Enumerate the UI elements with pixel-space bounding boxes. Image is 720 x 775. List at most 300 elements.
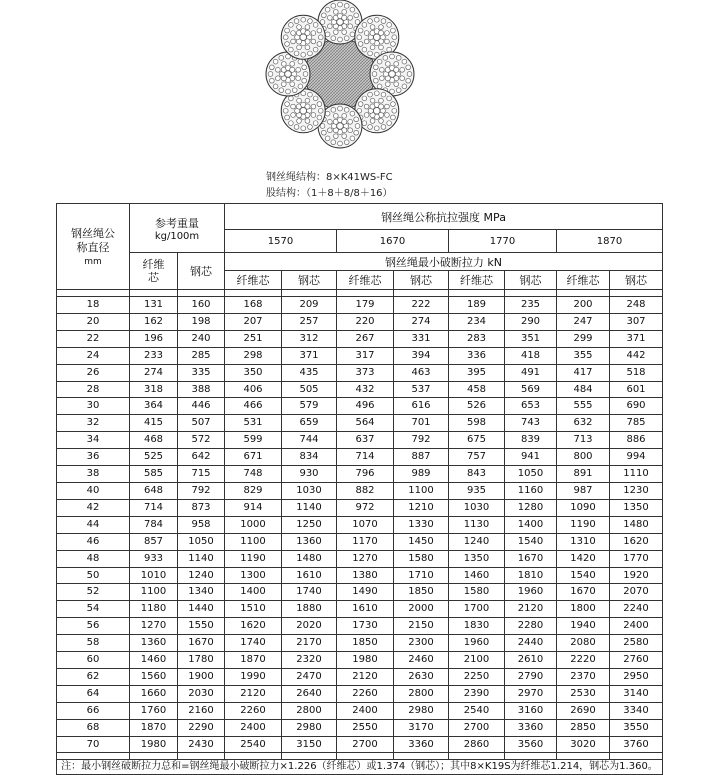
value-cell: 914 (225, 499, 282, 516)
value-cell: 632 (557, 415, 610, 432)
value-cell: 1440 (178, 601, 225, 618)
value-cell: 2760 (610, 652, 663, 669)
value-cell: 2000 (394, 601, 449, 618)
value-cell: 200 (557, 297, 610, 314)
value-cell: 1740 (225, 635, 282, 652)
diameter-cell: 66 (57, 702, 130, 719)
value-cell: 2950 (610, 668, 663, 685)
table-row (57, 516, 663, 533)
value-cell: 598 (449, 415, 505, 432)
value-cell: 3360 (394, 736, 449, 753)
value-cell: 1920 (610, 567, 663, 584)
value-cell: 2980 (282, 719, 337, 736)
value-cell: 2400 (225, 719, 282, 736)
table-row (57, 584, 663, 601)
value-cell: 1100 (394, 482, 449, 499)
value-cell: 2610 (505, 652, 557, 669)
value-cell: 2640 (282, 685, 337, 702)
value-cell: 2290 (178, 719, 225, 736)
value-cell: 2030 (178, 685, 225, 702)
value-cell: 2020 (282, 618, 337, 635)
value-cell: 1580 (449, 584, 505, 601)
value-cell: 1610 (282, 567, 337, 584)
diameter-cell: 20 (57, 313, 130, 330)
value-cell: 1030 (449, 499, 505, 516)
value-cell: 285 (178, 347, 225, 364)
diameter-cell: 52 (57, 584, 130, 601)
value-cell: 1780 (178, 652, 225, 669)
value-cell: 248 (610, 297, 663, 314)
value-cell: 274 (130, 364, 178, 381)
force-fiber-core-header: 纤维芯 (225, 271, 282, 290)
value-cell: 564 (337, 415, 394, 432)
value-cell: 1130 (449, 516, 505, 533)
value-cell: 2250 (449, 668, 505, 685)
value-cell: 2260 (337, 685, 394, 702)
breaking-force-header: 钢丝绳最小破断拉力 kN (225, 253, 663, 271)
table-row (57, 482, 663, 499)
value-cell: 1760 (130, 702, 178, 719)
diameter-label: 钢丝绳公称直径 (71, 226, 115, 254)
value-cell: 351 (505, 330, 557, 347)
value-cell: 160 (178, 297, 225, 314)
value-cell: 1870 (130, 719, 178, 736)
value-cell: 843 (449, 466, 505, 483)
value-cell: 290 (505, 313, 557, 330)
value-cell: 671 (225, 449, 282, 466)
value-cell: 1140 (178, 550, 225, 567)
value-cell: 972 (337, 499, 394, 516)
value-cell: 1560 (130, 668, 178, 685)
grade-1770: 1770 (449, 230, 557, 253)
value-cell: 331 (394, 330, 449, 347)
table-row (57, 652, 663, 669)
value-cell: 585 (130, 466, 178, 483)
value-cell: 1170 (337, 533, 394, 550)
value-cell: 1450 (394, 533, 449, 550)
table-row (57, 449, 663, 466)
value-cell: 336 (449, 347, 505, 364)
value-cell: 3150 (282, 736, 337, 753)
value-cell: 371 (610, 330, 663, 347)
diameter-cell: 68 (57, 719, 130, 736)
value-cell: 233 (130, 347, 178, 364)
value-cell: 675 (449, 432, 505, 449)
value-cell: 2160 (178, 702, 225, 719)
value-cell: 395 (449, 364, 505, 381)
value-cell: 887 (394, 449, 449, 466)
diameter-cell: 38 (57, 466, 130, 483)
value-cell: 2550 (337, 719, 394, 736)
value-cell: 458 (449, 381, 505, 398)
table-row (57, 347, 663, 364)
value-cell: 2850 (557, 719, 610, 736)
value-cell: 3340 (610, 702, 663, 719)
diameter-cell: 30 (57, 398, 130, 415)
strand-structure-caption: 股结构：（1＋8＋8/8＋16） (266, 188, 393, 199)
value-cell: 2470 (282, 668, 337, 685)
value-cell: 1850 (394, 584, 449, 601)
value-cell: 299 (557, 330, 610, 347)
value-cell: 283 (449, 330, 505, 347)
value-cell: 318 (130, 381, 178, 398)
value-cell: 394 (394, 347, 449, 364)
force-steel-core-header: 钢芯 (282, 271, 337, 290)
value-cell: 1510 (225, 601, 282, 618)
value-cell: 2170 (282, 635, 337, 652)
value-cell: 792 (394, 432, 449, 449)
value-cell: 1980 (337, 652, 394, 669)
value-cell: 744 (282, 432, 337, 449)
value-cell: 463 (394, 364, 449, 381)
value-cell: 526 (449, 398, 505, 415)
value-cell: 1270 (130, 618, 178, 635)
weight-steel-core-header: 钢芯 (178, 253, 225, 290)
value-cell: 2690 (557, 702, 610, 719)
value-cell: 1090 (557, 499, 610, 516)
value-cell: 1670 (505, 550, 557, 567)
value-cell: 601 (610, 381, 663, 398)
value-cell: 1900 (178, 668, 225, 685)
value-cell: 1880 (282, 601, 337, 618)
value-cell: 1360 (282, 533, 337, 550)
value-cell: 446 (178, 398, 225, 415)
value-cell: 1030 (282, 482, 337, 499)
value-cell: 435 (282, 364, 337, 381)
value-cell: 1250 (282, 516, 337, 533)
value-cell: 1240 (449, 533, 505, 550)
value-cell: 1980 (130, 736, 178, 753)
value-cell: 198 (178, 313, 225, 330)
value-cell: 1140 (282, 499, 337, 516)
value-cell: 748 (225, 466, 282, 483)
diameter-cell: 40 (57, 482, 130, 499)
table-row (57, 499, 663, 516)
diameter-cell: 44 (57, 516, 130, 533)
diameter-header (57, 204, 130, 290)
value-cell: 714 (130, 499, 178, 516)
value-cell: 131 (130, 297, 178, 314)
table-row (57, 415, 663, 432)
value-cell: 555 (557, 398, 610, 415)
value-cell: 2320 (282, 652, 337, 669)
value-cell: 569 (505, 381, 557, 398)
table-row (57, 313, 663, 330)
value-cell: 1340 (178, 584, 225, 601)
value-cell: 653 (505, 398, 557, 415)
fiber-core-label: 纤维芯 (142, 258, 165, 284)
value-cell: 2400 (337, 702, 394, 719)
value-cell: 525 (130, 449, 178, 466)
value-cell: 2460 (394, 652, 449, 669)
value-cell: 1190 (557, 516, 610, 533)
value-cell: 1940 (557, 618, 610, 635)
value-cell: 240 (178, 330, 225, 347)
value-cell: 1810 (505, 567, 557, 584)
value-cell: 505 (282, 381, 337, 398)
value-cell: 1850 (337, 635, 394, 652)
value-cell: 267 (337, 330, 394, 347)
value-cell: 1700 (449, 601, 505, 618)
force-steel-core-header: 钢芯 (505, 271, 557, 290)
diameter-cell: 24 (57, 347, 130, 364)
value-cell: 3020 (557, 736, 610, 753)
value-cell: 247 (557, 313, 610, 330)
value-cell: 168 (225, 297, 282, 314)
table-row (57, 635, 663, 652)
diameter-cell: 60 (57, 652, 130, 669)
value-cell: 1610 (337, 601, 394, 618)
value-cell: 2790 (505, 668, 557, 685)
value-cell: 2260 (225, 702, 282, 719)
value-cell: 1770 (610, 550, 663, 567)
force-steel-core-header: 钢芯 (394, 271, 449, 290)
value-cell: 1100 (130, 584, 178, 601)
weight-label: 参考重量 (155, 216, 199, 230)
diameter-cell: 54 (57, 601, 130, 618)
value-cell: 220 (337, 313, 394, 330)
value-cell: 491 (505, 364, 557, 381)
diameter-cell: 26 (57, 364, 130, 381)
table-row (57, 432, 663, 449)
value-cell: 1580 (394, 550, 449, 567)
value-cell: 2540 (449, 702, 505, 719)
table-note: 注：最小钢丝破断拉力总和=钢丝绳最小破断拉力×1.226（纤维芯）或1.374（钢芯）；其中8×K19S为纤维芯1.214，钢芯为1.360。 (57, 760, 663, 775)
value-cell: 307 (610, 313, 663, 330)
value-cell: 701 (394, 415, 449, 432)
value-cell: 2100 (449, 652, 505, 669)
table-row (57, 364, 663, 381)
grade-1570: 1570 (225, 230, 337, 253)
value-cell: 418 (505, 347, 557, 364)
value-cell: 1990 (225, 668, 282, 685)
value-cell: 496 (337, 398, 394, 415)
value-cell: 2630 (394, 668, 449, 685)
value-cell: 2430 (178, 736, 225, 753)
value-cell: 989 (394, 466, 449, 483)
value-cell: 2700 (449, 719, 505, 736)
force-fiber-core-header: 纤维芯 (337, 271, 394, 290)
value-cell: 648 (130, 482, 178, 499)
value-cell: 642 (178, 449, 225, 466)
value-cell: 234 (449, 313, 505, 330)
diameter-cell: 28 (57, 381, 130, 398)
value-cell: 1870 (225, 652, 282, 669)
value-cell: 933 (130, 550, 178, 567)
value-cell: 2530 (557, 685, 610, 702)
value-cell: 1960 (449, 635, 505, 652)
value-cell: 2300 (394, 635, 449, 652)
value-cell: 1620 (225, 618, 282, 635)
diameter-cell: 22 (57, 330, 130, 347)
value-cell: 1160 (505, 482, 557, 499)
value-cell: 857 (130, 533, 178, 550)
value-cell: 1420 (557, 550, 610, 567)
diameter-cell: 48 (57, 550, 130, 567)
diameter-cell: 36 (57, 449, 130, 466)
value-cell: 531 (225, 415, 282, 432)
table-row (57, 567, 663, 584)
value-cell: 2970 (505, 685, 557, 702)
value-cell: 572 (178, 432, 225, 449)
table-row (57, 330, 663, 347)
value-cell: 1740 (282, 584, 337, 601)
diameter-cell: 70 (57, 736, 130, 753)
value-cell: 1670 (557, 584, 610, 601)
value-cell: 792 (178, 482, 225, 499)
grade-1870: 1870 (557, 230, 663, 253)
table-row (57, 702, 663, 719)
diameter-cell: 50 (57, 567, 130, 584)
table-row (57, 685, 663, 702)
value-cell: 3140 (610, 685, 663, 702)
value-cell: 371 (282, 347, 337, 364)
value-cell: 274 (394, 313, 449, 330)
value-cell: 2280 (505, 618, 557, 635)
value-cell: 1050 (505, 466, 557, 483)
value-cell: 3160 (505, 702, 557, 719)
value-cell: 1210 (394, 499, 449, 516)
value-cell: 196 (130, 330, 178, 347)
value-cell: 2080 (557, 635, 610, 652)
value-cell: 355 (557, 347, 610, 364)
weight-header (130, 204, 225, 253)
rope-cross-section-figure (250, 0, 430, 165)
value-cell: 886 (610, 432, 663, 449)
value-cell: 1620 (610, 533, 663, 550)
value-cell: 162 (130, 313, 178, 330)
value-cell: 2440 (505, 635, 557, 652)
value-cell: 784 (130, 516, 178, 533)
value-cell: 2580 (610, 635, 663, 652)
value-cell: 2860 (449, 736, 505, 753)
value-cell: 2400 (610, 618, 663, 635)
diameter-cell: 56 (57, 618, 130, 635)
value-cell: 2800 (394, 685, 449, 702)
table-row (57, 297, 663, 314)
value-cell: 3170 (394, 719, 449, 736)
value-cell: 1190 (225, 550, 282, 567)
value-cell: 466 (225, 398, 282, 415)
value-cell: 579 (282, 398, 337, 415)
table-row (57, 601, 663, 618)
table-row (57, 719, 663, 736)
value-cell: 1490 (337, 584, 394, 601)
grade-1670: 1670 (337, 230, 449, 253)
diameter-cell: 18 (57, 297, 130, 314)
diameter-cell: 42 (57, 499, 130, 516)
value-cell: 1660 (130, 685, 178, 702)
table-row (57, 466, 663, 483)
weight-unit: kg/100m (154, 230, 200, 242)
value-cell: 1350 (449, 550, 505, 567)
force-steel-core-header: 钢芯 (610, 271, 663, 290)
value-cell: 1240 (178, 567, 225, 584)
weight-fiber-core-header (130, 253, 178, 290)
value-cell: 209 (282, 297, 337, 314)
breaking-force-table (56, 203, 663, 775)
value-cell: 1050 (178, 533, 225, 550)
value-cell: 3760 (610, 736, 663, 753)
value-cell: 2120 (337, 668, 394, 685)
strand-icon (281, 15, 325, 59)
table-row (57, 550, 663, 567)
value-cell: 1540 (557, 567, 610, 584)
value-cell: 1460 (449, 567, 505, 584)
force-fiber-core-header: 纤维芯 (449, 271, 505, 290)
table-row (57, 618, 663, 635)
value-cell: 1310 (557, 533, 610, 550)
value-cell: 1270 (337, 550, 394, 567)
value-cell: 941 (505, 449, 557, 466)
value-cell: 1280 (505, 499, 557, 516)
value-cell: 2800 (282, 702, 337, 719)
value-cell: 1110 (610, 466, 663, 483)
value-cell: 714 (337, 449, 394, 466)
diameter-cell: 64 (57, 685, 130, 702)
diameter-cell: 46 (57, 533, 130, 550)
value-cell: 800 (557, 449, 610, 466)
table-row (57, 533, 663, 550)
value-cell: 743 (505, 415, 557, 432)
value-cell: 1180 (130, 601, 178, 618)
value-cell: 1380 (337, 567, 394, 584)
strength-header: 钢丝绳公称抗拉强度 MPa (225, 204, 663, 230)
value-cell: 2220 (557, 652, 610, 669)
value-cell: 1330 (394, 516, 449, 533)
value-cell: 2370 (557, 668, 610, 685)
value-cell: 2240 (610, 601, 663, 618)
value-cell: 207 (225, 313, 282, 330)
value-cell: 179 (337, 297, 394, 314)
value-cell: 2070 (610, 584, 663, 601)
value-cell: 1230 (610, 482, 663, 499)
value-cell: 3550 (610, 719, 663, 736)
value-cell: 958 (178, 516, 225, 533)
value-cell: 1480 (282, 550, 337, 567)
table-row (57, 736, 663, 753)
value-cell: 335 (178, 364, 225, 381)
value-cell: 690 (610, 398, 663, 415)
diameter-cell: 62 (57, 668, 130, 685)
value-cell: 257 (282, 313, 337, 330)
value-cell: 2390 (449, 685, 505, 702)
value-cell: 1670 (178, 635, 225, 652)
value-cell: 713 (557, 432, 610, 449)
value-cell: 251 (225, 330, 282, 347)
value-cell: 715 (178, 466, 225, 483)
value-cell: 873 (178, 499, 225, 516)
value-cell: 417 (557, 364, 610, 381)
value-cell: 1350 (610, 499, 663, 516)
value-cell: 222 (394, 297, 449, 314)
value-cell: 935 (449, 482, 505, 499)
value-cell: 834 (282, 449, 337, 466)
value-cell: 3360 (505, 719, 557, 736)
value-cell: 189 (449, 297, 505, 314)
value-cell: 659 (282, 415, 337, 432)
value-cell: 1540 (505, 533, 557, 550)
diameter-cell: 32 (57, 415, 130, 432)
value-cell: 1480 (610, 516, 663, 533)
value-cell: 388 (178, 381, 225, 398)
value-cell: 468 (130, 432, 178, 449)
value-cell: 994 (610, 449, 663, 466)
value-cell: 2980 (394, 702, 449, 719)
diameter-unit: mm (84, 256, 102, 267)
value-cell: 839 (505, 432, 557, 449)
value-cell: 235 (505, 297, 557, 314)
